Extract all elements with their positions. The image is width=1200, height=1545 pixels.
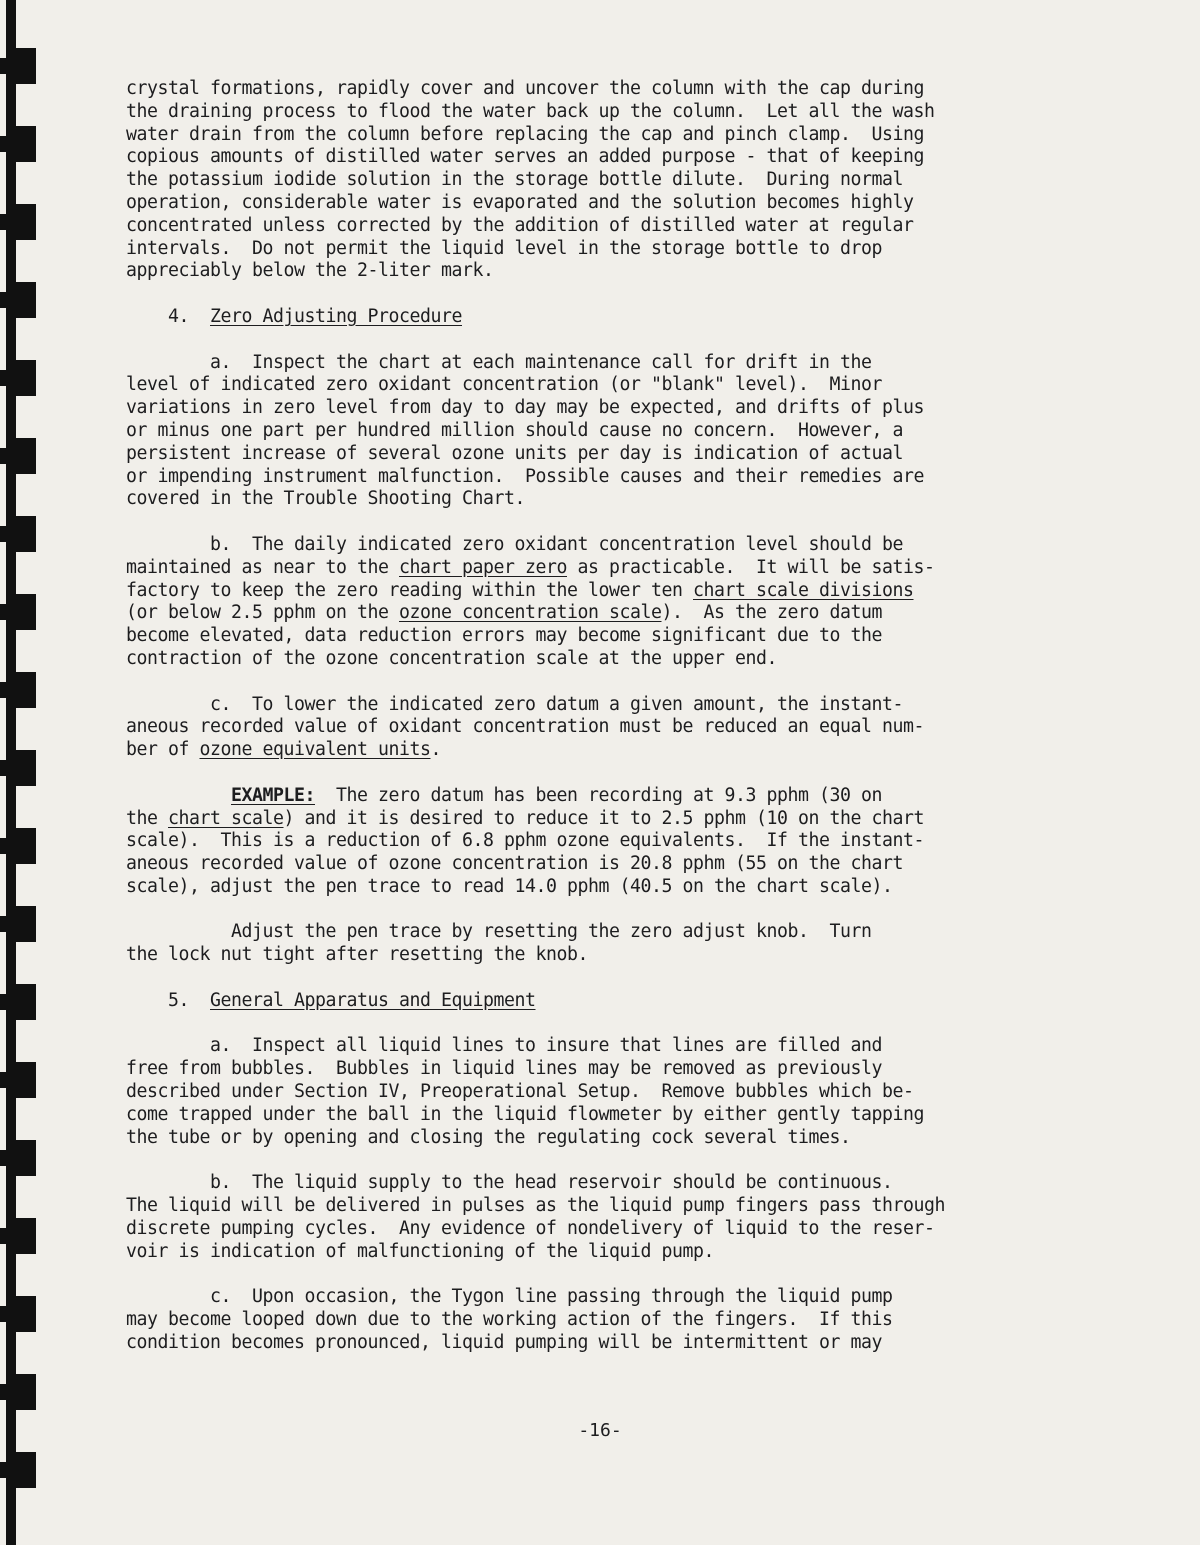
text-span: ber of — [126, 739, 200, 761]
binding-tab — [6, 204, 36, 240]
text-line: intervals. Do not permit the liquid level in the storage bottle to drop — [126, 237, 882, 259]
text-line: scale). This is a reduction of 6.8 pphm ozone equivalents. If the instant- — [126, 830, 924, 852]
binding-tab — [6, 516, 36, 552]
binding-tab — [6, 828, 36, 864]
binding-tab — [6, 1062, 36, 1098]
binding-tab — [6, 1218, 36, 1254]
text-line: the draining process to flood the water back up the column. Let all the wash — [126, 100, 935, 122]
underlined-term: ozone equivalent units — [199, 739, 431, 761]
text-line — [126, 739, 1026, 762]
paragraph-4a — [126, 352, 1026, 512]
text-line: aneous recorded value of ozone concentration is 20.8 pphm (55 on the chart — [126, 853, 903, 875]
text-line: b. The daily indicated zero oxidant concentration level should be — [126, 533, 903, 555]
binding-tab — [6, 438, 36, 474]
paragraph-5a — [126, 1035, 1026, 1149]
text-line: copious amounts of distilled water serves an added purpose - that of keeping — [126, 146, 924, 168]
underlined-term: chart scale divisions — [693, 579, 914, 601]
text-line: described under Section IV, Preoperational Setup. Remove bubbles which be- — [126, 1081, 914, 1103]
binding-tab — [6, 282, 36, 318]
text-line: the lock nut tight after resetting the knob. — [126, 944, 588, 966]
indent — [126, 785, 231, 806]
text-line: scale), adjust the pen trace to read 14.0 pphm (40.5 on the chart scale). — [126, 875, 893, 897]
paragraph-continued — [126, 78, 1026, 283]
text-span: maintained as near to the — [126, 556, 399, 578]
text-line: The liquid will be delivered in pulses as the liquid pump fingers pass through — [126, 1195, 945, 1217]
section-number: 5. — [168, 989, 189, 1011]
paragraph-5c — [126, 1286, 1026, 1354]
underlined-term: chart scale — [168, 807, 284, 829]
text-line: crystal formations, rapidly cover and uncover the column with the cap during — [126, 78, 924, 99]
binding-tab — [6, 48, 36, 84]
text-line: condition becomes pronounced, liquid pumping will be intermittent or may — [126, 1331, 882, 1353]
page-number: -16- — [578, 1420, 622, 1441]
paragraph-4b — [126, 534, 1026, 671]
text-line: concentrated unless corrected by the addition of distilled water at regular — [126, 214, 914, 236]
text-line: become elevated, data reduction errors may become significant due to the — [126, 625, 882, 647]
text-line: water drain from the column before replacing the cap and pinch clamp. Using — [126, 123, 924, 145]
text-line: aneous recorded value of oxidant concentration must be reduced an equal num- — [126, 716, 924, 738]
text-span: The zero datum has been recording at 9.3 pphm (30 on — [315, 784, 882, 806]
text-span: ). As the zero datum — [661, 602, 882, 624]
text-span: the — [126, 807, 168, 829]
text-line: appreciably below the 2-liter mark. — [126, 260, 494, 282]
text-line: come trapped under the ball in the liquid flowmeter by either gently tapping — [126, 1103, 924, 1125]
underlined-term: chart paper zero — [399, 556, 567, 578]
example-label: EXAMPLE: — [231, 784, 315, 806]
text-span: as practicable. It will be satis- — [567, 556, 935, 578]
text-line — [126, 808, 1026, 831]
text-line: b. The liquid supply to the head reservoir should be continuous. — [126, 1172, 893, 1194]
text-line: c. Upon occasion, the Tygon line passing through the liquid pump — [126, 1286, 893, 1308]
binding-tab — [6, 1296, 36, 1332]
text-line — [126, 557, 1026, 580]
text-line: covered in the Trouble Shooting Chart. — [126, 488, 525, 510]
binding-tab — [6, 750, 36, 786]
text-line: variations in zero level from day to day may be expected, and drifts of plus — [126, 397, 924, 419]
binding-tab — [6, 1374, 36, 1410]
text-line: may become looped down due to the working action of the fingers. If this — [126, 1309, 893, 1331]
binding-tab — [6, 360, 36, 396]
binding-tab — [6, 1140, 36, 1176]
text-line: persistent increase of several ozone units per day is indication of actual — [126, 442, 903, 464]
text-span: . — [430, 739, 441, 761]
text-line: contraction of the ozone concentration scale at the upper end. — [126, 647, 777, 669]
section-title: General Apparatus and Equipment — [210, 989, 536, 1011]
text-line: the tube or by opening and closing the regulating cock several times. — [126, 1126, 851, 1148]
paragraph-4c — [126, 694, 1026, 762]
text-line: free from bubbles. Bubbles in liquid lines may be removed as previously — [126, 1058, 882, 1080]
section-heading-4 — [126, 306, 1026, 329]
underlined-term: ozone concentration scale — [399, 602, 662, 624]
text-line: a. Inspect all liquid lines to insure that lines are filled and — [126, 1035, 882, 1057]
section-title: Zero Adjusting Procedure — [210, 305, 462, 327]
text-line: or minus one part per hundred million should cause no concern. However, a — [126, 419, 903, 441]
text-line: voir is indication of malfunctioning of the liquid pump. — [126, 1240, 714, 1262]
text-line: a. Inspect the chart at each maintenance call for drift in the — [126, 351, 872, 373]
text-line: the potassium iodide solution in the storage bottle dilute. During normal — [126, 169, 903, 191]
paragraph-5b — [126, 1172, 1026, 1263]
binding-tab — [6, 906, 36, 942]
text-line: level of indicated zero oxidant concentration (or "blank" level). Minor — [126, 374, 882, 396]
text-line — [126, 785, 1026, 808]
example-block — [126, 785, 1026, 899]
text-line: operation, considerable water is evaporated and the solution becomes highly — [126, 191, 914, 213]
binding-tab — [6, 984, 36, 1020]
paragraph-adjust — [126, 921, 1026, 967]
text-line — [126, 580, 1026, 603]
binding-tab — [6, 126, 36, 162]
section-number: 4. — [168, 305, 189, 327]
text-line — [126, 602, 1026, 625]
binding-tab — [6, 1452, 36, 1488]
text-span: ) and it is desired to reduce it to 2.5 pphm (10 on the chart — [283, 807, 924, 829]
section-heading-5 — [126, 990, 1026, 1013]
binding-tab — [6, 672, 36, 708]
body-text — [126, 78, 1026, 1355]
text-span: (or below 2.5 pphm on the — [126, 602, 399, 624]
text-line: discrete pumping cycles. Any evidence of nondelivery of liquid to the reser- — [126, 1217, 935, 1239]
text-line: c. To lower the indicated zero datum a given amount, the instant- — [126, 693, 903, 715]
text-line: or impending instrument malfunction. Possible causes and their remedies are — [126, 465, 924, 487]
spiral-binding — [0, 0, 44, 1545]
text-span: factory to keep the zero reading within the lower ten — [126, 579, 693, 601]
text-line: Adjust the pen trace by resetting the zero adjust knob. Turn — [126, 921, 872, 943]
binding-tab — [6, 594, 36, 630]
